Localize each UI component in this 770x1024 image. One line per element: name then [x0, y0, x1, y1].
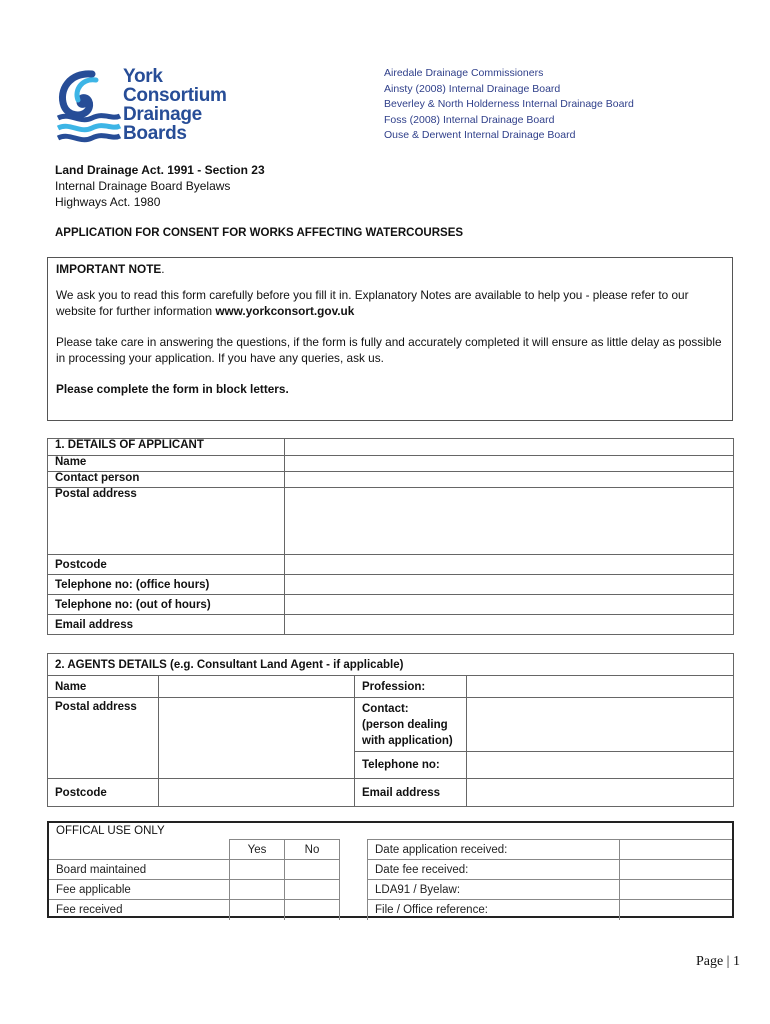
applicant-name-field[interactable] [285, 456, 734, 472]
agent-contact-line3: with application) [362, 735, 453, 747]
section1-heading-blank [285, 439, 734, 456]
official-board-maintained-label: Board maintained [49, 860, 230, 880]
logo-word-boards: Boards [123, 123, 187, 144]
board-item: Beverley & North Holderness Internal Drainage Board [384, 98, 634, 111]
logo-word-drainage: Drainage [123, 104, 202, 125]
note-para2: Please take care in answering the questions, if the form is fully and accurately completed it will ensure as little delay as possible in processing your application. If you have any queries, ask us. [56, 334, 722, 365]
official-date-fee-label: Date fee received: [368, 860, 620, 880]
agent-details-table [47, 653, 734, 807]
official-fee-received-yes[interactable] [230, 900, 285, 920]
agent-profession-field[interactable] [467, 676, 734, 698]
agent-postcode-field[interactable] [159, 779, 355, 807]
official-board-maintained-yes[interactable] [230, 860, 285, 880]
applicant-tel-out-field[interactable] [285, 595, 734, 615]
applicant-tel-office-field[interactable] [285, 575, 734, 595]
applicant-details-table [47, 438, 734, 635]
applicant-postal-field[interactable] [285, 488, 734, 555]
official-fee-applicable-label: Fee applicable [49, 880, 230, 900]
note-heading: IMPORTANT NOTE [56, 262, 162, 276]
official-use-box [47, 821, 734, 918]
agent-email-field[interactable] [467, 779, 734, 807]
board-item: Airedale Drainage Commissioners [384, 67, 544, 79]
official-lda-label: LDA91 / Byelaw: [368, 880, 620, 900]
agent-contact-label [355, 698, 467, 752]
board-item: Ouse & Derwent Internal Drainage Board [384, 129, 576, 142]
official-board-maintained-no[interactable] [285, 860, 340, 880]
official-fee-received-label: Fee received [49, 900, 230, 920]
act-highways: Highways Act. 1980 [55, 195, 161, 209]
official-file-ref-label: File / Office reference: [368, 900, 620, 920]
board-item: Ainsty (2008) Internal Drainage Board [384, 82, 561, 95]
official-date-fee-field[interactable] [620, 860, 733, 880]
york-consortium-logo [56, 66, 256, 148]
official-no-header: No [285, 840, 340, 860]
agent-contact-line2: (person dealing [362, 719, 448, 731]
official-date-app-field[interactable] [620, 840, 733, 860]
official-lda-field[interactable] [620, 880, 733, 900]
board-item: Foss (2008) Internal Drainage Board [384, 113, 555, 126]
section1-heading: 1. DETAILS OF APPLICANT [48, 439, 285, 456]
applicant-email-field[interactable] [285, 615, 734, 635]
official-blank-cell [49, 840, 230, 860]
act-land-drainage: Land Drainage Act. 1991 - Section 23 [55, 163, 265, 177]
agent-telephone-label: Telephone no: [355, 752, 467, 779]
official-date-app-label: Date application received: [368, 840, 620, 860]
logo-word-york: York [123, 66, 163, 87]
applicant-contact-field[interactable] [285, 472, 734, 488]
official-fee-applicable-yes[interactable] [230, 880, 285, 900]
applicant-tel-out-label: Telephone no: (out of hours) [48, 595, 285, 615]
note-heading-suffix: . [161, 262, 165, 276]
official-fee-applicable-no[interactable] [285, 880, 340, 900]
agent-name-label: Name [48, 676, 159, 698]
official-yes-header: Yes [230, 840, 285, 860]
section2-heading: 2. AGENTS DETAILS (e.g. Consultant Land Agent - if applicable) [48, 654, 734, 676]
applicant-email-label: Email address [48, 615, 285, 635]
agent-contact-line1: Contact: [362, 703, 409, 715]
applicant-name-label: Name [48, 456, 285, 472]
website-link[interactable]: www.yorkconsort.gov.uk [215, 304, 355, 318]
page-title: APPLICATION FOR CONSENT FOR WORKS AFFECTING WATERCOURSES [55, 227, 464, 239]
logo-word-consortium: Consortium [123, 85, 227, 106]
agent-email-label: Email address [355, 779, 467, 807]
official-file-ref-field[interactable] [620, 900, 733, 920]
agent-name-field[interactable] [159, 676, 355, 698]
applicant-tel-office-label: Telephone no: (office hours) [48, 575, 285, 595]
applicant-postal-label: Postal address [48, 488, 285, 555]
agent-contact-field[interactable] [467, 698, 734, 752]
legislation-references [55, 162, 265, 210]
official-heading: OFFICAL USE ONLY [56, 825, 165, 837]
board-list [384, 66, 634, 144]
agent-postal-label: Postal address [48, 698, 159, 779]
note-para3: Please complete the form in block letters. [56, 381, 289, 396]
agent-postal-field[interactable] [159, 698, 355, 779]
official-left-table [49, 839, 340, 920]
act-byelaws: Internal Drainage Board Byelaws [55, 179, 231, 193]
applicant-postcode-label: Postcode [48, 555, 285, 575]
page-number: Page | 1 [695, 954, 740, 969]
note-para1: We ask you to read this form carefully before you fill it in. Explanatory Notes are available to help you - please refer to our website for further information [56, 287, 689, 318]
official-right-table [367, 839, 732, 920]
applicant-postcode-field[interactable] [285, 555, 734, 575]
agent-postcode-label: Postcode [48, 779, 159, 807]
agent-telephone-field[interactable] [467, 752, 734, 779]
applicant-contact-label: Contact person [48, 472, 285, 488]
official-fee-received-no[interactable] [285, 900, 340, 920]
agent-profession-label: Profession: [355, 676, 467, 698]
important-note-box [47, 257, 733, 421]
wave-swirl-icon [56, 66, 122, 148]
